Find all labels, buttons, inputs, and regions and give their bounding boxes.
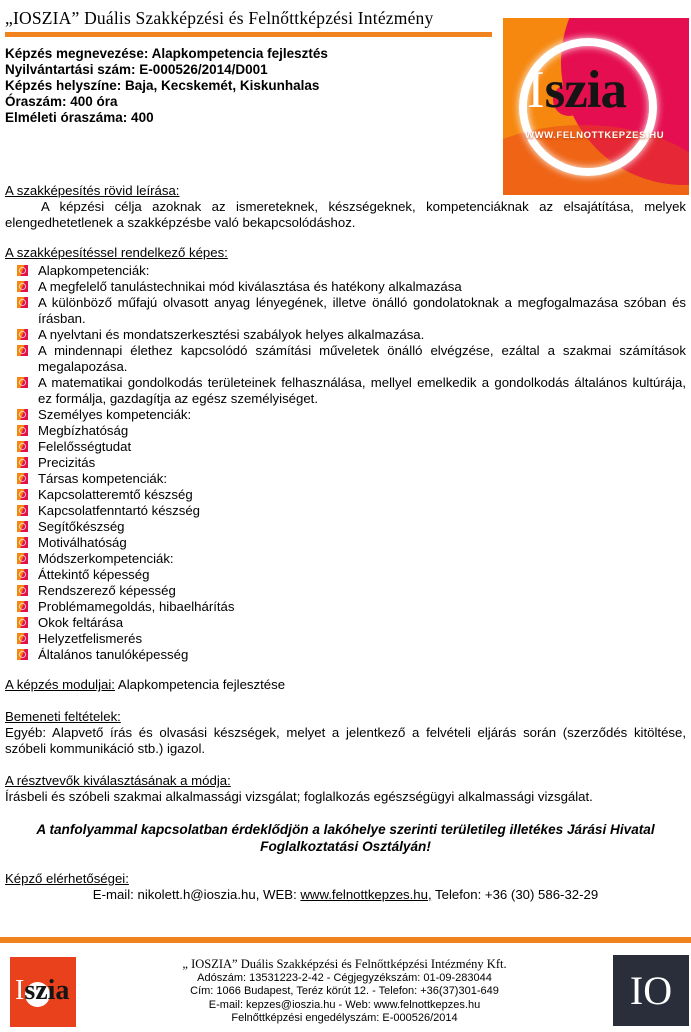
selection-section <box>5 773 686 805</box>
ioszia-logo <box>503 18 689 195</box>
list-item-text: Felelősségtudat <box>38 439 132 454</box>
entry-requirements-section <box>5 709 686 757</box>
list-item-text: Áttekintő képesség <box>38 567 150 582</box>
list-item <box>5 295 686 327</box>
ioszia-bullet-icon <box>17 377 28 388</box>
list-item-text: Motiválhatóság <box>38 535 127 550</box>
ioszia-bullet-icon <box>17 473 28 484</box>
list-item <box>5 567 686 583</box>
list-item <box>5 583 686 599</box>
list-item-text: A megfelelő tanulástechnikai mód kiválasztása és hatékony alkalmazása <box>38 279 462 294</box>
contact-line <box>5 887 686 903</box>
page-title: „IOSZIA” Duális Szakképzési és Felnőttképzési Intézmény <box>5 8 434 28</box>
short-description-text: A képzési célja azoknak az ismereteknek, készségeknek, kompetenciáknak az elsajátítása, melyek elengedhetetlenek a szakképzésbe való bekapcsolódáshoz. <box>5 199 686 230</box>
list-item <box>5 327 686 343</box>
list-item-text: Segítőkészség <box>38 519 125 534</box>
entry-requirements-text: Egyéb: Alapvető írás és olvasási készségek, melyet a jelentkező a felvételi eljárás során (szerződés kitöltése, szóbeli kommunikáció stb.) igazol. <box>5 725 686 756</box>
footer-detail-line: Felnőttképzési engedélyszám: E-000526/2014 <box>231 1012 458 1025</box>
list-item-text: A matematikai gondolkodás területeinek felhasználása, mellyel emelkedik a gondolkodás általános kultúrája, ez formálja, gazdagítja az egész személyiséget. <box>38 375 686 406</box>
list-item-text: Rendszerező képesség <box>38 583 176 598</box>
footer-company-block <box>76 955 613 1026</box>
list-item <box>5 647 686 663</box>
list-item <box>5 263 686 279</box>
ioszia-bullet-icon <box>17 489 28 500</box>
list-item <box>5 615 686 631</box>
list-item-text: Precizitás <box>38 455 96 470</box>
footer-content <box>0 943 691 1032</box>
list-item <box>5 519 686 535</box>
list-item-text: Problémamegoldás, hibaelhárítás <box>38 599 235 614</box>
contact-email-text: E-mail: nikolett.h@ioszia.hu, WEB: <box>92 887 301 902</box>
title-divider <box>5 32 492 37</box>
logo-letters-szia: szia <box>544 61 627 119</box>
footer-detail-line: Adószám: 13531223-2-42 - Cégjegyzékszám: 01-09-283044 <box>197 972 492 984</box>
list-item <box>5 455 686 471</box>
capabilities-list <box>5 263 686 663</box>
ioszia-bullet-icon <box>17 633 28 644</box>
ioszia-bullet-icon <box>17 425 28 436</box>
course-info-line: Képzés megnevezése: Alapkompetencia fejlesztés <box>5 46 328 61</box>
website-link[interactable]: www.felnottkepzes.hu, <box>300 887 432 902</box>
list-item-text: A mindennapi élethez kapcsolódó számítási műveletek önálló elvégzése, ezáltal a szakmai számítások megalapozása. <box>38 343 686 374</box>
list-item <box>5 439 686 455</box>
footer-ioszia-logo <box>10 957 76 1027</box>
footer <box>0 937 691 1032</box>
footer-details <box>76 972 613 1026</box>
footer-logo-letter-i: I <box>15 975 25 1006</box>
list-item <box>5 279 686 295</box>
course-info-line: Óraszám: 400 óra <box>5 94 118 109</box>
footer-logo-wordmark <box>15 977 69 1005</box>
ioszia-bullet-icon <box>17 569 28 580</box>
list-item-text: Módszerkompetenciák: <box>38 551 174 566</box>
modules-value: Alapkompetencia fejlesztése <box>114 677 286 692</box>
footer-company-name: „ IOSZIA” Duális Szakképzési és Felnőttképzési Intézmény Kft. <box>182 957 507 971</box>
course-info-line: Képzés helyszíne: Baja, Kecskemét, Kiskunhalas <box>5 78 320 93</box>
list-item <box>5 599 686 615</box>
ioszia-bullet-icon <box>17 537 28 548</box>
ioszia-bullet-icon <box>17 265 28 276</box>
ioszia-bullet-icon <box>17 585 28 596</box>
logo-url-text: WWW.FELNOTTKEPZES.HU <box>525 130 665 141</box>
ioszia-bullet-icon <box>17 553 28 564</box>
course-info <box>5 46 490 126</box>
ioszia-bullet-icon <box>17 281 28 292</box>
section-heading-entry: Bemeneti feltételek: <box>5 709 121 724</box>
ioszia-bullet-icon <box>17 617 28 628</box>
list-item-text: A nyelvtani és mondatszerkesztési szabályok helyes alkalmazása. <box>38 327 425 342</box>
section-heading-selection: A résztvevők kiválasztásának a módja: <box>5 773 231 788</box>
list-item <box>5 343 686 375</box>
ioszia-bullet-icon <box>17 441 28 452</box>
logo-letter-i: I <box>527 61 545 119</box>
list-item-text: Okok feltárása <box>38 615 124 630</box>
footer-detail-line: Cím: 1066 Budapest, Teréz körút 12. - Telefon: +36(37)301-649 <box>190 985 499 998</box>
list-item <box>5 375 686 407</box>
modules-line <box>5 677 686 693</box>
list-item-text: Kapcsolatteremtő készség <box>38 487 193 502</box>
document-page <box>0 8 691 903</box>
ioszia-bullet-icon <box>17 649 28 660</box>
ioszia-bullet-icon <box>17 329 28 340</box>
ioszia-bullet-icon <box>17 409 28 420</box>
list-item-text: Személyes kompetenciák: <box>38 407 192 422</box>
ioszia-bullet-icon <box>17 345 28 356</box>
selection-text: Írásbeli és szóbeli szakmai alkalmassági vizsgálat; foglalkozás egészségügyi alkalmassági vizsgálat. <box>5 789 593 804</box>
section-heading-capabilities: A szakképesítéssel rendelkező képes: <box>5 245 228 260</box>
list-item <box>5 423 686 439</box>
list-item-text: Általános tanulóképesség <box>38 647 189 662</box>
list-item <box>5 631 686 647</box>
district-office-notice: A tanfolyammal kapcsolatban érdeklődjön a lakóhelye szerinti területileg illetékes Járási Hivatal Foglalkoztatási Osztályán! <box>36 822 655 854</box>
logo-wordmark <box>527 61 627 119</box>
ioszia-bullet-icon <box>17 505 28 516</box>
list-item <box>5 535 686 551</box>
ioszia-bullet-icon <box>17 601 28 612</box>
list-item-text: Kapcsolatfenntartó készség <box>38 503 201 518</box>
contact-phone-text: Telefon: +36 (30) 586-32-29 <box>431 887 599 902</box>
list-item <box>5 407 686 423</box>
contact-section <box>5 871 686 903</box>
footer-detail-line: E-mail: kepzes@ioszia.hu - Web: www.felnottkepzes.hu <box>208 998 481 1011</box>
list-item <box>5 471 686 487</box>
list-item-text: Társas kompetenciák: <box>38 471 167 486</box>
ioszia-bullet-icon <box>17 521 28 532</box>
list-item-text: A különböző műfajú olvasott anyag lényegének, illetve önálló gondolatoknak a megfogalmazása szóban és írásban. <box>38 295 686 326</box>
list-item-text: Helyzetfelismerés <box>38 631 143 646</box>
section-heading-modules: A képzés moduljai: <box>5 677 115 692</box>
section-heading-contact: Képző elérhetőségei: <box>5 871 129 886</box>
ioszia-bullet-icon <box>17 457 28 468</box>
list-item <box>5 487 686 503</box>
ioszia-bullet-icon <box>17 297 28 308</box>
list-item-text: Megbízhatóság <box>38 423 129 438</box>
course-info-line: Nyilvántartási szám: E-000526/2014/D001 <box>5 62 268 77</box>
section-heading-short-description: A szakképesítés rövid leírása: <box>5 183 180 198</box>
list-item <box>5 551 686 567</box>
course-info-line: Elméleti óraszáma: 400 <box>5 110 154 125</box>
footer-logo-letters-szia: szia <box>24 975 70 1006</box>
list-item <box>5 503 686 519</box>
list-item-text: Alapkompetenciák: <box>38 263 150 278</box>
footer-io-logo: IO <box>613 955 689 1026</box>
